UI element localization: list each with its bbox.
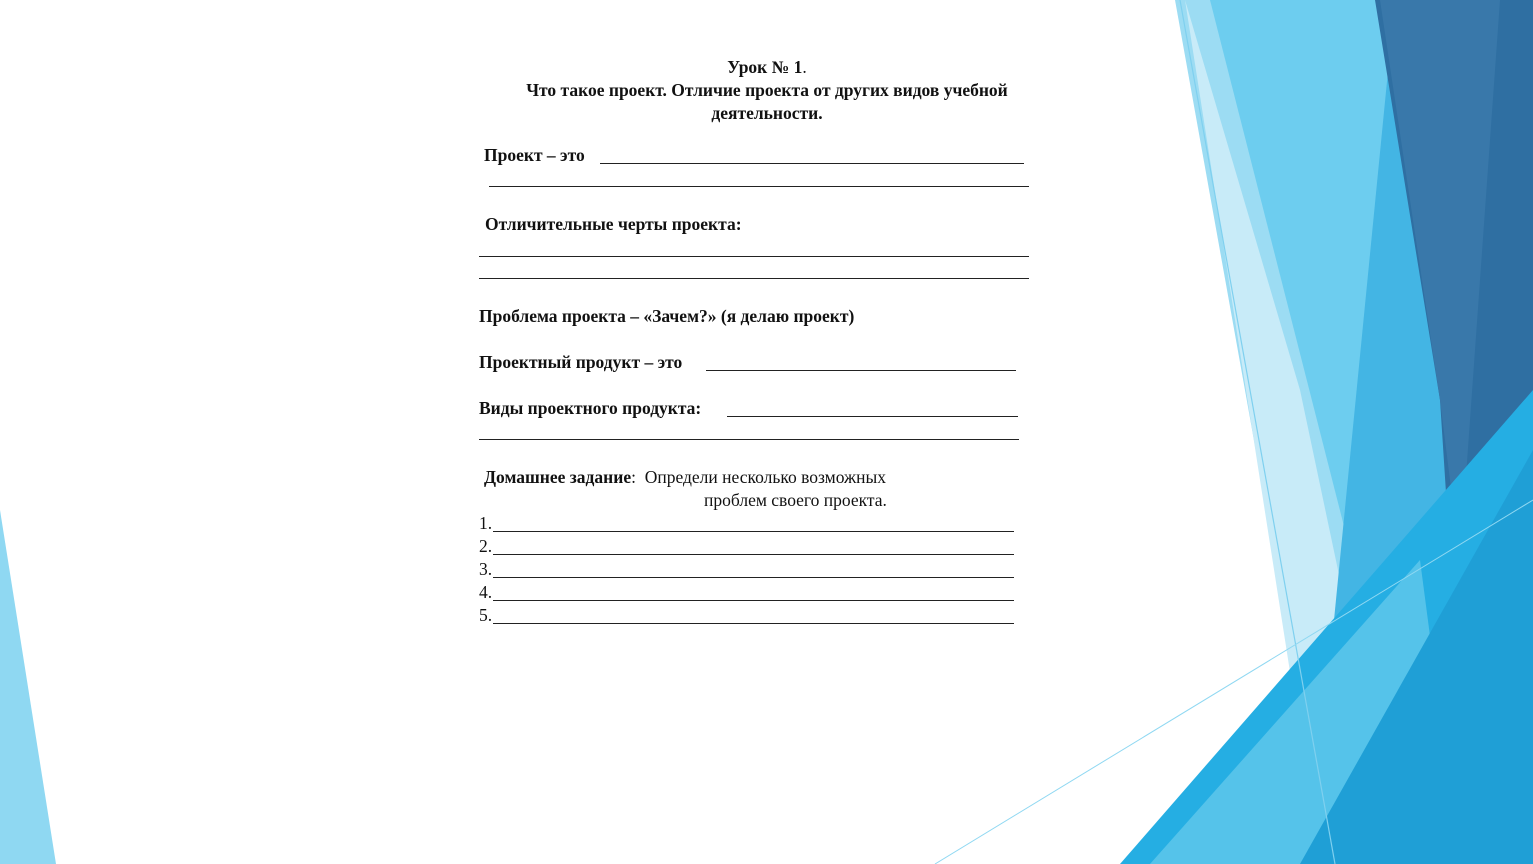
- lesson-title-text: Урок № 1: [727, 57, 803, 77]
- lesson-subtitle-line2: деятельности.: [711, 103, 823, 123]
- features-label: Отличительные черты проекта:: [485, 214, 742, 234]
- lesson-title: [470, 56, 1064, 78]
- homework-label: Домашнее задание: [484, 467, 632, 487]
- worksheet: [470, 50, 1050, 640]
- definition-answer-line: [600, 163, 1024, 164]
- homework-item-number: 2.: [479, 536, 493, 556]
- homework-item-line: [493, 577, 1014, 578]
- homework-row: [484, 466, 886, 488]
- homework-text-line1: Определи несколько возможных: [644, 467, 886, 487]
- homework-item-number: 1.: [479, 513, 493, 533]
- features-answer-line: [479, 278, 1029, 279]
- lesson-subtitle-line1: Что такое проект. Отличие проекта от других видов учебной: [526, 80, 1008, 100]
- homework-item-line: [493, 531, 1014, 532]
- left-blue-sliver: [0, 510, 56, 864]
- product-types-answer-line: [479, 439, 1019, 440]
- product-types-label: Виды проектного продукта:: [479, 398, 702, 418]
- homework-item-number: 3.: [479, 559, 493, 579]
- problem-label: Проблема проекта – «Зачем?» (я делаю проект): [479, 306, 855, 326]
- homework-item-line: [493, 600, 1014, 601]
- product-types-answer-line: [727, 416, 1018, 417]
- homework-item-number: 5.: [479, 605, 493, 625]
- features-answer-line: [479, 256, 1029, 257]
- homework-item-line: [493, 623, 1014, 624]
- homework-colon: :: [631, 467, 636, 487]
- product-label: Проектный продукт – это: [479, 352, 683, 372]
- homework-text-line2: проблем своего проекта.: [704, 490, 887, 510]
- definition-answer-line: [489, 186, 1029, 187]
- lesson-title-dot: .: [802, 57, 807, 77]
- homework-item-line: [493, 554, 1014, 555]
- homework-item-number: 4.: [479, 582, 493, 602]
- definition-label: Проект – это: [484, 145, 585, 165]
- product-answer-line: [706, 370, 1016, 371]
